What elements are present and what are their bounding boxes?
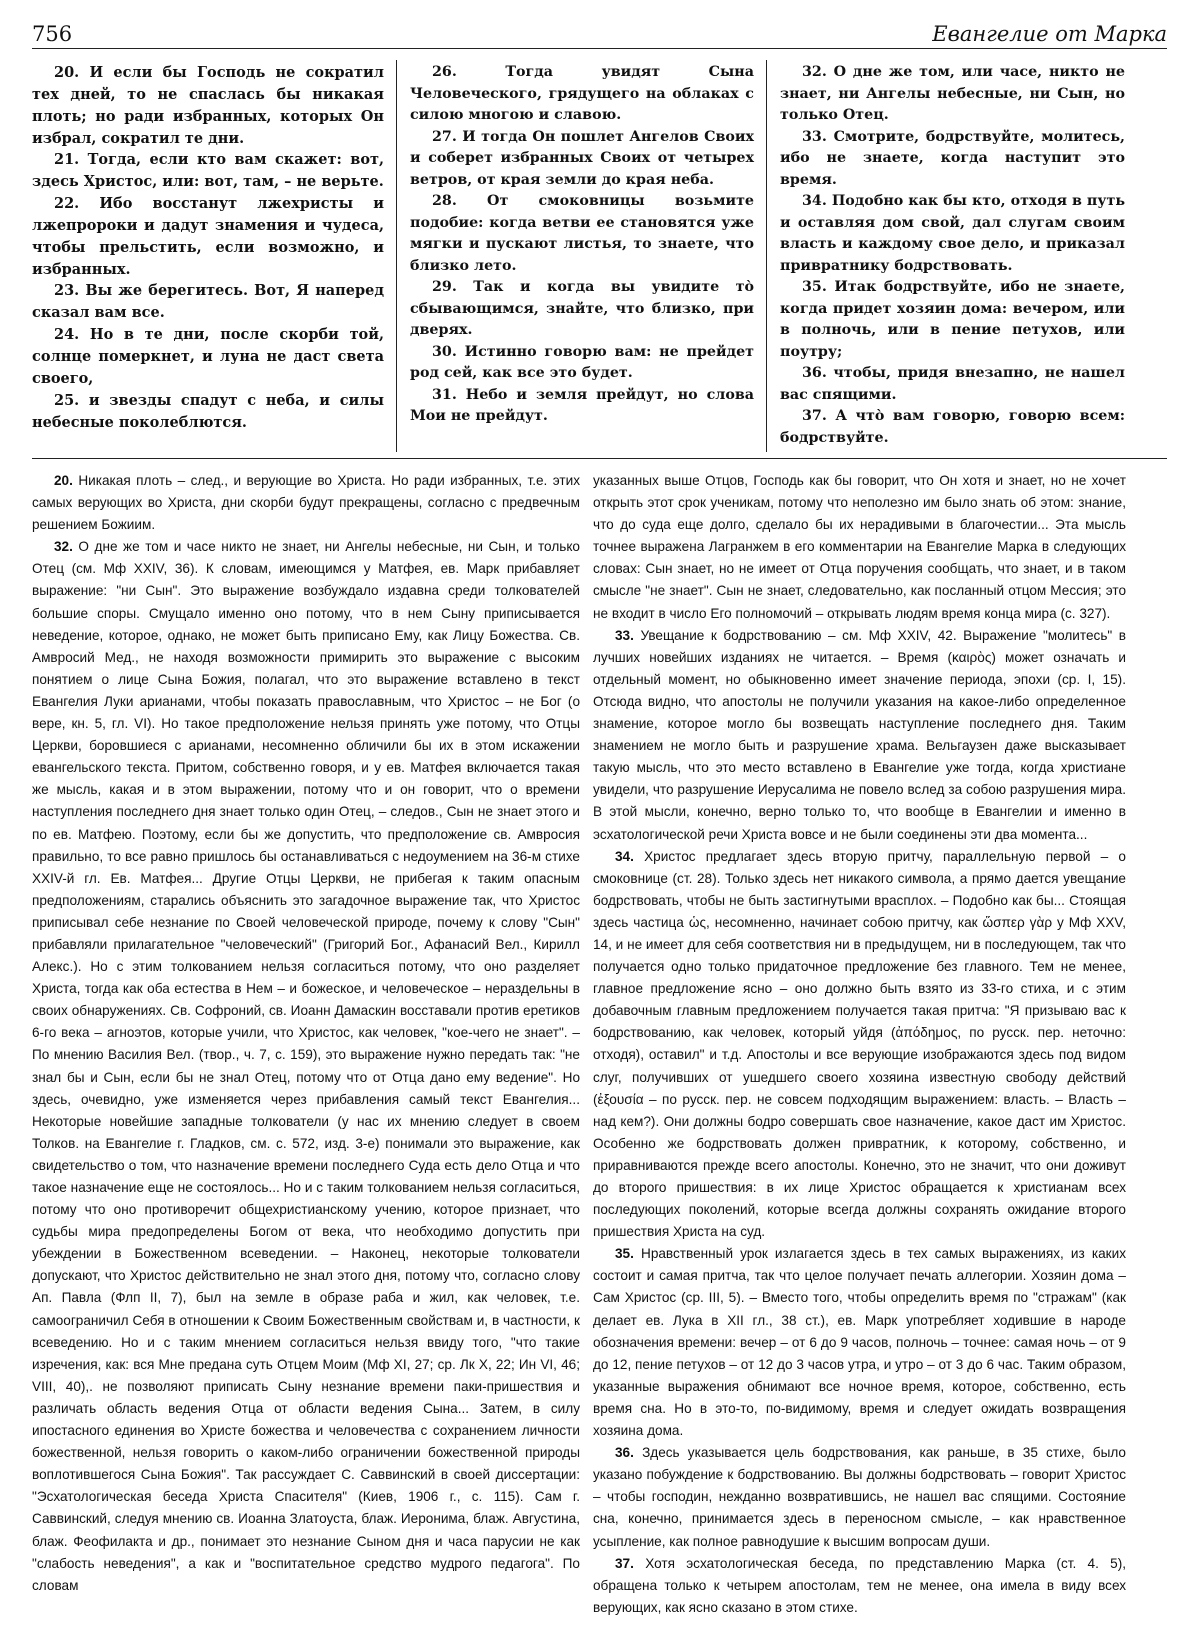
- commentary-text: указанных выше Отцов, Господь как бы говорит, что Он хотя и знает, но не хочет открыть этот срок ученикам, потому что неполезно им было знать об этом: знание, что до суда еще долго, сделало бы их нерадивыми в благочестии... Эта мысль точнее выражена Лагранжем в его комментарии на Евангелие Марка в следующих словах: Сын знает, но не имеет от Отца поручения сообщать, что знает, и в таком смысле "не знает". Сын не знает, следовательно, как посланный отцом Мессия; это не входит в число Его полномочий – открывать людям время конца мира (с. 327).: [593, 473, 1126, 621]
- scripture-column-2: [410, 62, 754, 452]
- verse-number: 35.: [615, 1246, 634, 1262]
- commentary-text: Здесь указывается цель бодрствования, как раньше, в 35 стихе, было указано побуждение к бодрствованию. Вы должны бодрствовать – говорит Христос – чтобы господин, нежданно возвратившись, не нашел вас спящими. Состояние сна, конечно, принимается здесь в переносном смысле, – как нравственное усыпление, как полное равнодушие к высшим вопросам души.: [593, 1445, 1126, 1549]
- scripture-verse: 22. Ибо восстанут лжехристы и лжепророки и дадут знамения и чудеса, чтобы прельстить, если возможно, и избранных.: [32, 195, 384, 278]
- commentary-paragraph: [593, 470, 1126, 625]
- scripture-verse: 29. Так и когда вы увидите то̀ сбывающимся, знайте, что близко, при дверях.: [410, 279, 754, 339]
- scripture-verse: 28. От смоковницы возьмите подобие: когда ветви ее становятся уже мягки и пускают листья, то знаете, что близко лето.: [410, 193, 754, 274]
- scripture-verse: 21. Тогда, если кто вам скажет: вот, здесь Христос, или: вот, там, – не верьте.: [32, 151, 384, 191]
- section-divider: [32, 458, 1167, 459]
- verse-number: 34.: [615, 848, 634, 864]
- scripture-verse: 32. О дне же том, или часе, никто не знает, ни Ангелы небесные, ни Сын, но только Отец.: [780, 64, 1125, 124]
- scripture-verse: 34. Подобно как бы кто, отходя в путь и оставляя дом свой, дал слугам своим власть и каждому свое дело, и приказал привратнику бодрствовать.: [780, 193, 1125, 274]
- scripture-verse: 33. Смотрите, бодрствуйте, молитесь, ибо не знаете, когда наступит это время.: [780, 128, 1125, 188]
- column-divider: [766, 60, 767, 452]
- commentary-paragraph: [593, 625, 1126, 846]
- column-divider: [396, 60, 397, 452]
- commentary-text: Христос предлагает здесь вторую притчу, параллельную первой – о смоковнице (ст. 28). Только здесь нет никакого символа, а прямо дается увещание бодрствовать, чтобы не быть застигнутыми врасплох. – Подобно как бы... Стоящая здесь частица ὡς, несомненно, начинает собою притчу, как ὥσπερ γὰρ у Мф XXV, 14, и не имеет для себя соответствия ни в предыдущем, ни в последующем, так что получается одно только придаточное предложение без главного. Тем не менее, главное предложение ясно – оно должно быть взято из 33-го стиха, и с этим добавочным главным предложением получается такая притча: "Я призываю вас к бодрствованию, как человек, который уйдя (ἀπόδημος, по русск. пер. неточно: отходя), оставил" и т.д. Апостолы и все верующие изображаются здесь под видом слуг, получивших от ушедшего своего хозяина известную свободу действий (ἐξουσία – по русск. пер. не совсем подходящим выражением: власть. – Власть – над кем?). Они должны бодро совершать свое назначение, какое даст им Христос. Особенно же бодрствовать должен привратник, к которому, собственно, и приравниваются прежде всего апостолы. Конечно, это не значит, что они доживут до второго пришествия: в их лице Христос обращается к христианам всех последующих поколений, которые всегда должны сохранять ожидание второго пришествия Христа на суд.: [593, 848, 1126, 1240]
- page-header: [32, 18, 1167, 49]
- verse-number: 33.: [615, 627, 634, 643]
- page-number: 756: [32, 22, 73, 46]
- scripture-column-1: [32, 62, 384, 452]
- commentary-paragraph: [593, 1442, 1126, 1552]
- commentary-paragraph: [32, 536, 580, 1597]
- scripture-verse: 31. Небо и земля прейдут, но слова Мои не прейдут.: [410, 386, 754, 425]
- commentary-text: Нравственный урок излагается здесь в тех самых выражениях, из каких состоит и самая притча, так что целое получает печать аллегории. Хозяин дома – Сам Христос (ср. III, 5). – Вместо того, чтобы определить время по "стражам" (как делает ев. Лука в XII гл., 38 ст.), ев. Марк употребляет ходившие в народе обозначения времени: вечер – от 6 до 9 часов, полночь – точнее: самая ночь – от 9 до 12, пение петухов – от 12 до 3 часов утра, и утро – от 3 до 6 час. Таким образом, указанные выражения обнимают все ночное время, которое, собственно, есть время сна. Но в это-то, по-видимому, время и следует ожидать возвращения хозяина дома.: [593, 1246, 1126, 1439]
- scripture-verse: 26. Тогда увидят Сына Человеческого, грядущего на облаках с силою многою и славою.: [410, 64, 754, 124]
- verse-number: 36.: [615, 1445, 634, 1461]
- commentary-column-1: [32, 470, 580, 1597]
- scripture-verse: 20. И если бы Господь не сократил тех дней, то не спаслась бы никакая плоть; но ради избранных, которых Он избрал, сократил те дни.: [32, 64, 384, 147]
- commentary-paragraph: [593, 1553, 1126, 1619]
- scripture-verse: 37. А что̀ вам говорю, говорю всем: бодрствуйте.: [780, 408, 1125, 446]
- running-title: Евангелие от Марка: [932, 22, 1167, 46]
- commentary-column-2: [593, 470, 1126, 1619]
- scripture-column-3: [780, 62, 1125, 452]
- commentary-text: Увещание к бодрствованию – см. Мф XXIV, 42. Выражение "молитесь" в лучших новейших изданиях не читается. – Время (καιρὸς) может означать и отдельный момент, но обыкновенно имеет значение периода, эпохи (ср. I, 15). Отсюда видно, что апостолы не получили указания на какое-либо определенное знамение, которое могло бы возвещать наступление последнего дня. Таким знамением не могло быть и разрушение храма. Вельгаузен даже высказывает такую мысль, что это место вставлено в Евангелие уже тогда, когда христиане увидели, что разрушение Иерусалима не повело вслед за собою разрушения мира. В этой мысли, конечно, верно только то, что вообще в Евангелии и именно в эсхатологической речи Христа вовсе и не были соединены эти два момента...: [593, 627, 1126, 842]
- commentary-paragraph: [593, 846, 1126, 1244]
- scripture-verse: 25. и звезды спадут с неба, и силы небесные поколеблются.: [32, 391, 384, 431]
- commentary-paragraph: [593, 1243, 1126, 1442]
- scripture-verse: 23. Вы же берегитесь. Вот, Я наперед сказал вам все.: [32, 282, 384, 322]
- scripture-verse: 36. чтобы, придя внезапно, не нашел вас спящими.: [780, 365, 1125, 403]
- scripture-verse: 24. Но в те дни, после скорби той, солнце померкнет, и луна не даст света своего,: [32, 326, 384, 387]
- commentary-text: Хотя эсхатологическая беседа, по представлению Марка (ст. 4. 5), обращена только к четырем апостолам, тем не менее, она имела в виду всех верующих, как ясно сказано в этом стихе.: [593, 1555, 1126, 1615]
- verse-number: 37.: [615, 1555, 634, 1571]
- scripture-verse: 27. И тогда Он пошлет Ангелов Своих и соберет избранных Своих от четырех ветров, от края земли до края неба.: [410, 128, 754, 188]
- scripture-verse: 30. Истинно говорю вам: не прейдет род сей, как все это будет.: [410, 343, 754, 382]
- commentary-paragraph: [32, 470, 580, 536]
- verse-number: 20.: [54, 473, 73, 488]
- commentary-text: О дне же том и часе никто не знает, ни Ангелы небесные, ни Сын, и только Отец (см. Мф XXIV, 36). К словам, имеющимся у Матфея, ев. Марк прибавляет выражение: "ни Сын". Это выражение возбуждало издавна среди толкователей большие споры. Смущало именно оно потому, что в нем Сыну приписывается неведение, которое, однако, не может быть приписано Ему, как Лицу Божества. Св. Амвросий Мед., не находя возможности примирить это выражение с высоким понятием о лице Сына Божия, полагал, что это выражение вставлено в текст Евангелия Луки арианами, чтобы показать православным, что Христос – не Бог (о вере, кн. 5, гл. VI). Но такое предположение нельзя принять уже потому, что Отцы Церкви, боровшиеся с арианами, несомненно обличили бы их в этом искажении евангельского текста. Притом, собственно говоря, и у ев. Матфея включается такая же мысль, какая и в этом выражении, потому что и он говорит, что о времени наступления последнего дня знает только один Отец, – следов., Сын не знает этого и по ев. Матфею. Поэтому, если бы же допустить, что предположение св. Амвросия правильно, то все равно пришлось бы останавливаться с недоумением на 36-м стихе XXIV-й гл. Ев. Матфея... Другие Отцы Церкви, не прибегая к таким опасным предположениям, старались объяснить это загадочное выражение так, что Христос приписывал себе незнание по Своей человеческой природе, почему к слову "Сын" прибавляли прилагательное "человеческий" (Григорий Бог., Афанасий Вел., Кирилл Алекс.). Но с этим толкованием нельзя согласиться потому, что оно разделяет Христа, тогда как оба естества в Нем – и божеское, и человеческое – нераздельны в своих обнаружениях. Св. Софроний, св. Иоанн Дамаскин восставали против еретиков 6-го века – агноэтов, которые учили, что Христос, как человек, "кое-чего не знает". – По мнению Василия Вел. (твор., ч. 7, с. 159), это выражение нужно передать так: "не знал бы и Сын, если бы не знал Отец, потому что от Отца дано ему ведение". Но здесь, очевидно, уже изменяется через прибавления самый текст Евангелия... Некоторые новейшие западные толкователи (у нас их мнению следует в своем Толков. на Евангелие г. Гладков, см. с. 572, изд. 3-е) понимали это выражение, как свидетельство о том, что назначение времени последнего Суда есть дело Отца и что такое назначение еще не состоялось... Но и с таким толкованием нельзя согласиться, потому что оно противоречит общехристианскому учению, которое признает, что судьбы мира предопределены Богом от века, что необходимо допустить при убеждении в Божественном всеведении. – Наконец, некоторые толкователи допускают, что Христос действительно не знал этого дня, потому что, согласно слову Ап. Павла (Флп II, 7), был на земле в образе раба и жил, как человек, т.е. самоограничил Себя в отношении к Своим Божественным свойствам и, в частности, к всеведению. Но и с таким мнением согласиться нельзя ввиду того, "что такие изречения, как: вся Мне предана суть Отцем Моим (Мф XI, 27; ср. Лк X, 22; Ин VI, 46; VIII, 40),. не позволяют приписать Сыну незнание времени паки-пришествия и различать область ведения Отца от области ведения Сына... Затем, в силу ипостасного единения во Христе божества и человечества с сохранением личности божественной, нельзя говорить о каком-либо ограничении божественной природы воплотившегося Сына Божия". Так рассуждает С. Саввинский в своей диссертации: "Эсхатологическая беседа Христа Спасителя" (Киев, 1906 г., с. 115). Сам г. Саввинский, следуя мнению св. Иоанна Златоуста, блаж. Иеронима, блаж. Августина, блаж. Феофилакта и др., понимает это незнание Сыном дня и часа парусии не как "слабость неведения", а как и "воспитательное средство мудрого педагога". По словам: [32, 539, 580, 1593]
- commentary-text: Никакая плоть – след., и верующие во Христа. Но ради избранных, т.е. этих самых верующих во Христа, дни скорби будут прекращены, согласно с предвечным решением Божиим.: [32, 473, 580, 533]
- verse-number: 32.: [54, 539, 73, 555]
- scripture-verse: 35. Итак бодрствуйте, ибо не знаете, когда придет хозяин дома: вечером, или в полночь, или в пение петухов, или поутру;: [780, 279, 1125, 360]
